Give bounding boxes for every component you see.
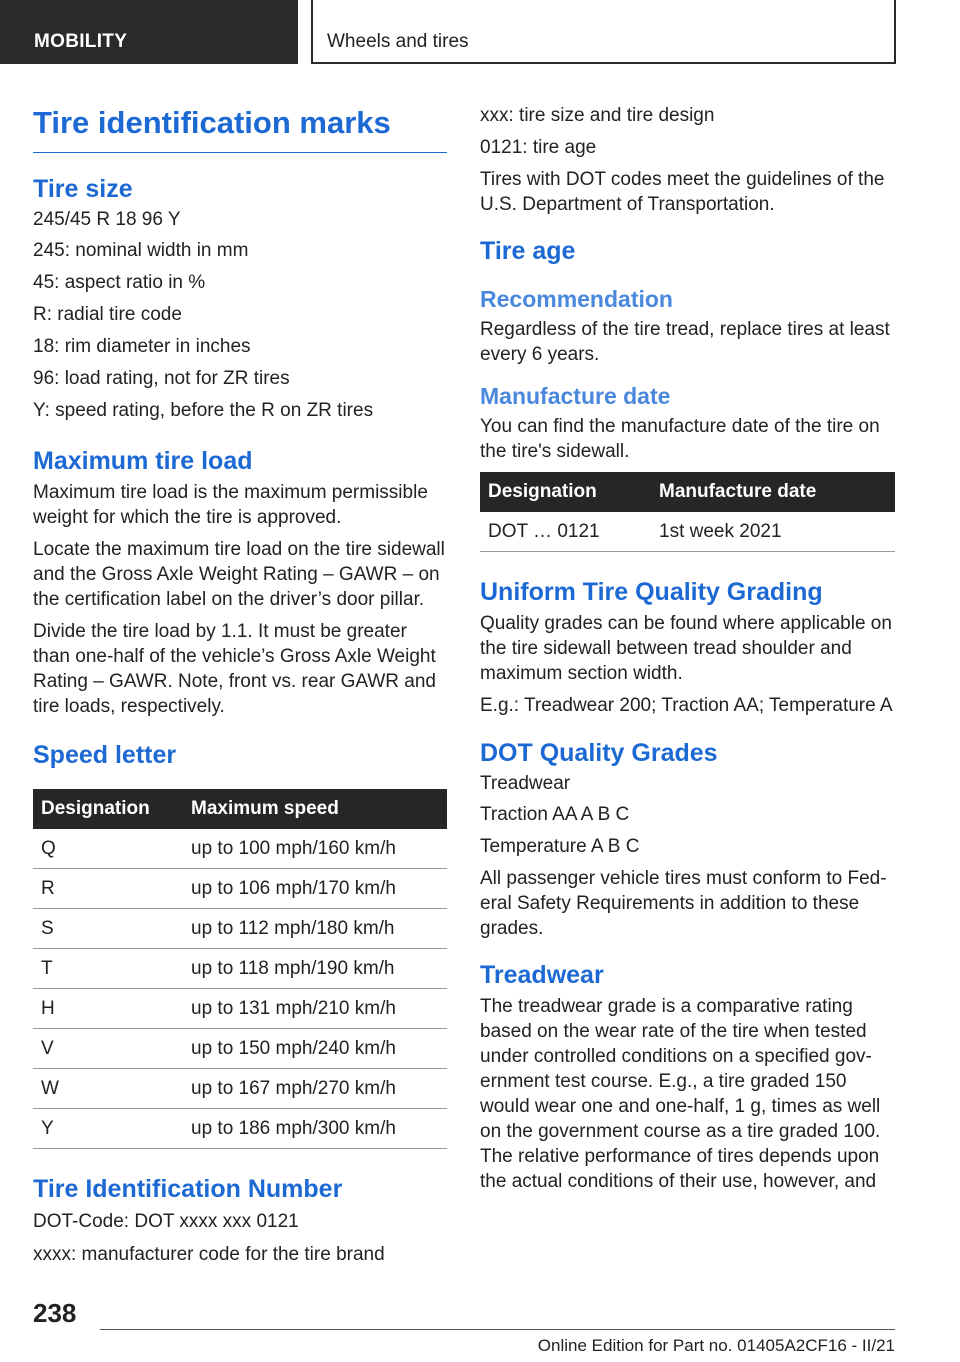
recommendation-heading: Recommendation (480, 286, 673, 312)
cell: R (33, 869, 183, 909)
dot-line: Treadwear (480, 773, 571, 794)
chapter-title: Wheels and tires (311, 0, 896, 64)
manufacture-date-heading: Manufacture date (480, 383, 671, 409)
tire-size-lines (33, 205, 447, 427)
intro-line: xxx: tire size and tire design (480, 105, 715, 126)
right-column (480, 100, 895, 1194)
page-header (0, 0, 960, 66)
footer-divider (100, 1329, 895, 1330)
cell: up to 167 mph/270 km/h (183, 1069, 447, 1109)
cell: up to 186 mph/300 km/h (183, 1109, 447, 1149)
intro-paragraph: Tires with DOT codes meet the guidelines of the U.S. Department of Transportation. (480, 169, 885, 215)
cell: 1st week 2021 (651, 512, 895, 552)
tire-size-line: 245: nominal width in mm (33, 240, 249, 261)
tire-size-line: 96: load rating, not for ZR tires (33, 368, 290, 389)
tin-line: DOT-Code: DOT xxxx xxx 0121 (33, 1211, 299, 1232)
dot-grades-heading: DOT Quality Grades (480, 739, 718, 767)
cell: up to 118 mph/190 km/h (183, 949, 447, 989)
table-row (480, 512, 895, 552)
treadwear-heading: Treadwear (480, 961, 604, 989)
cell: up to 131 mph/210 km/h (183, 989, 447, 1029)
col-max-speed: Maximum speed (183, 789, 447, 829)
utqg-heading: Uniform Tire Quality Grading (480, 578, 823, 606)
intro-line: 0121: tire age (480, 137, 597, 158)
cell: S (33, 909, 183, 949)
cell: up to 112 mph/180 km/h (183, 909, 447, 949)
max-load-p3: Divide the tire load by 1.1. It must be greater than one-half of the vehicle’s Gross Axle Weight Rating – GAWR. Note, front vs. rear GAWR and tire loads, respectively. (33, 621, 436, 717)
max-load-p2: Locate the maximum tire load on the tire sidewall and the Gross Axle Weight Rating – GAWR – on the certification label on the driver’s door pillar. (33, 539, 445, 610)
dot-line: Traction AA A B C (480, 804, 630, 825)
col-designation: Designation (33, 789, 183, 829)
tin-line: xxxx: manufacturer code for the tire brand (33, 1244, 385, 1265)
tire-age-heading: Tire age (480, 237, 576, 265)
left-column (33, 100, 447, 1271)
manufacture-date-text: You can find the manufacture date of the tire on the tire's sidewall. (480, 416, 880, 462)
manufacture-date-table (480, 472, 895, 552)
table-row (33, 1069, 447, 1109)
cell: up to 100 mph/160 km/h (183, 829, 447, 869)
table-header-row (33, 789, 447, 829)
cell: Y (33, 1109, 183, 1149)
table-row (33, 989, 447, 1029)
table-row (33, 1029, 447, 1069)
col-designation: Designation (480, 472, 651, 512)
tire-size-line: R: radial tire code (33, 304, 182, 325)
tin-heading: Tire Identification Number (33, 1175, 343, 1203)
treadwear-paragraph: The treadwear grade is a comparative rating based on the wear rate of the tire when tested under controlled conditions on a specified gov- ernment test course. E.g., a tire graded 150 would wear one and one-half, 1 g, times as well on the government course as a tire graded 100. The relative performance of tires depends upon the actual conditions of their use, however, and (480, 996, 881, 1192)
cell: W (33, 1069, 183, 1109)
cell: H (33, 989, 183, 1029)
col-manufacture-date: Manufacture date (651, 472, 895, 512)
table-row (33, 1109, 447, 1149)
speed-table (33, 789, 447, 1149)
recommendation-text: Regardless of the tire tread, replace tires at least every 6 years. (480, 319, 890, 365)
section-tab: MOBILITY (0, 0, 298, 64)
page-title: Tire identification marks (33, 100, 447, 153)
cell: up to 106 mph/170 km/h (183, 869, 447, 909)
tire-size-line: 45: aspect ratio in % (33, 272, 206, 293)
tire-size-heading: Tire size (33, 175, 133, 203)
cell: V (33, 1029, 183, 1069)
tire-size-line: 18: rim diameter in inches (33, 336, 251, 357)
table-row (33, 829, 447, 869)
max-load-p1: Maximum tire load is the maximum permissible weight for which the tire is approved. (33, 482, 428, 528)
table-row (33, 869, 447, 909)
cell: T (33, 949, 183, 989)
edition-text: Online Edition for Part no. 01405A2CF16 - II/21 (537, 1336, 895, 1355)
tire-size-line: 245/45 R 18 96 Y (33, 209, 181, 230)
dot-line: Temperature A B C (480, 836, 640, 857)
table-row (33, 949, 447, 989)
page-number: 238 (33, 1298, 77, 1328)
utqg-p2: E.g.: Treadwear 200; Traction AA; Temperature A (480, 695, 893, 716)
utqg-p1: Quality grades can be found where applicable on the tire sidewall between tread shoulder and maximum section width. (480, 613, 892, 684)
speed-letter-heading: Speed letter (33, 741, 177, 769)
cell: up to 150 mph/240 km/h (183, 1029, 447, 1069)
cell: DOT … 0121 (480, 512, 651, 552)
dot-paragraph: All passenger vehicle tires must conform to Fed- eral Safety Requirements in addition to these grades. (480, 868, 887, 939)
table-header-row (480, 472, 895, 512)
table-row (33, 909, 447, 949)
tire-size-line: Y: speed rating, before the R on ZR tires (33, 400, 374, 421)
cell: Q (33, 829, 183, 869)
max-load-heading: Maximum tire load (33, 447, 253, 475)
